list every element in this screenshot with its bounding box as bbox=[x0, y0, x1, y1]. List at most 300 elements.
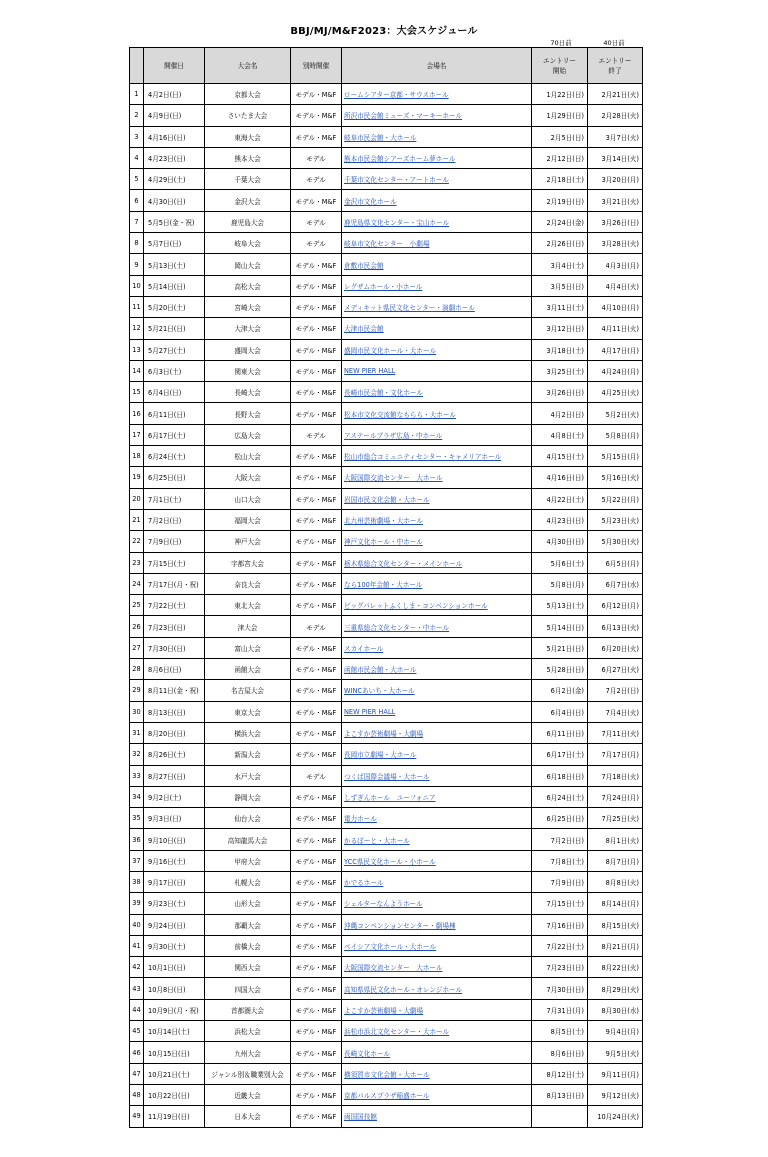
venue-link[interactable]: 松山市総合コミュニティセンター・キャメリアホール bbox=[344, 453, 502, 462]
event-date: 6月17日(土) bbox=[144, 424, 205, 445]
row-number: 12 bbox=[130, 318, 144, 339]
event-categories: モデル・M&F bbox=[291, 360, 342, 381]
event-date: 9月23日(土) bbox=[144, 893, 205, 914]
table-row bbox=[130, 978, 643, 999]
entry-start-date: 4月22日(土) bbox=[532, 488, 588, 509]
table-row bbox=[130, 935, 643, 956]
venue-cell bbox=[342, 552, 532, 573]
venue-link[interactable]: かでるホール bbox=[344, 879, 384, 888]
event-date: 8月11日(金・祝) bbox=[144, 680, 205, 701]
row-number: 34 bbox=[130, 786, 144, 807]
venue-cell bbox=[342, 531, 532, 552]
venue-link[interactable]: 函館市民会館・大ホール bbox=[344, 666, 417, 675]
venue-cell bbox=[342, 1084, 532, 1105]
entry-start-date: 7月15日(土) bbox=[532, 893, 588, 914]
table-row bbox=[130, 999, 643, 1020]
venue-link[interactable]: NEW PIER HALL bbox=[344, 367, 396, 375]
event-name: 長野大会 bbox=[205, 403, 291, 424]
venue-cell bbox=[342, 382, 532, 403]
row-number: 17 bbox=[130, 424, 144, 445]
entry-end-date: 6月13日(火) bbox=[588, 616, 643, 637]
venue-link[interactable]: YCC県民文化ホール・小ホール bbox=[344, 857, 436, 866]
entry-end-date: 3月21日(火) bbox=[588, 190, 643, 211]
table-row bbox=[130, 637, 643, 658]
entry-start-date: 1月22日(日) bbox=[532, 84, 588, 105]
venue-link[interactable]: 高知県県民文化ホール・オレンジホール bbox=[344, 985, 463, 994]
event-categories: モデル・M&F bbox=[291, 488, 342, 509]
event-name: 甲府大会 bbox=[205, 850, 291, 871]
row-number: 6 bbox=[130, 190, 144, 211]
event-categories: モデル・M&F bbox=[291, 190, 342, 211]
venue-link[interactable]: 岐阜市文化センター 小劇場 bbox=[344, 240, 430, 249]
row-number: 30 bbox=[130, 701, 144, 722]
table-row bbox=[130, 829, 643, 850]
entry-end-date: 3月7日(火) bbox=[588, 126, 643, 147]
venue-link[interactable]: 栃木県総合文化センター・メインホール bbox=[344, 559, 463, 568]
venue-cell bbox=[342, 701, 532, 722]
venue-cell bbox=[342, 1042, 532, 1063]
event-date: 6月25日(日) bbox=[144, 467, 205, 488]
event-categories: モデル・M&F bbox=[291, 446, 342, 467]
venue-cell bbox=[342, 424, 532, 445]
entry-start-date: 4月15日(土) bbox=[532, 446, 588, 467]
entry-start-date: 7月31日(月) bbox=[532, 999, 588, 1020]
event-date: 7月17日(月・祝) bbox=[144, 573, 205, 594]
venue-link[interactable]: 大阪国際交流センター 大ホール bbox=[344, 474, 443, 483]
venue-link[interactable]: 盛岡市民文化ホール・大ホール bbox=[344, 346, 437, 355]
event-date: 8月27日(日) bbox=[144, 765, 205, 786]
event-name: 横浜大会 bbox=[205, 722, 291, 743]
venue-cell bbox=[342, 808, 532, 829]
event-date: 4月2日(日) bbox=[144, 84, 205, 105]
event-name: 京都大会 bbox=[205, 84, 291, 105]
entry-end-date: 7月4日(火) bbox=[588, 701, 643, 722]
header-number bbox=[130, 48, 144, 84]
venue-cell bbox=[342, 488, 532, 509]
row-number: 39 bbox=[130, 893, 144, 914]
event-name: 神戸大会 bbox=[205, 531, 291, 552]
entry-end-date: 7月18日(火) bbox=[588, 765, 643, 786]
event-name: 関西大会 bbox=[205, 957, 291, 978]
event-date: 6月4日(日) bbox=[144, 382, 205, 403]
row-number: 4 bbox=[130, 147, 144, 168]
entry-end-date: 8月8日(火) bbox=[588, 871, 643, 892]
event-date: 5月7日(日) bbox=[144, 233, 205, 254]
row-number: 7 bbox=[130, 211, 144, 232]
venue-cell bbox=[342, 659, 532, 680]
venue-cell bbox=[342, 509, 532, 530]
entry-end-date: 8月29日(火) bbox=[588, 978, 643, 999]
event-date: 4月30日(日) bbox=[144, 190, 205, 211]
venue-link[interactable]: ビッグパレットふくしま・コンベンションホール bbox=[344, 602, 488, 611]
entry-start-date: 4月8日(土) bbox=[532, 424, 588, 445]
table-row bbox=[130, 254, 643, 275]
venue-cell bbox=[342, 360, 532, 381]
venue-cell bbox=[342, 722, 532, 743]
event-date: 5月27日(土) bbox=[144, 339, 205, 360]
venue-link[interactable]: レグザムホール・小ホール bbox=[344, 282, 423, 291]
venue-cell bbox=[342, 105, 532, 126]
entry-end-date: 6月7日(水) bbox=[588, 573, 643, 594]
event-categories: モデル・M&F bbox=[291, 744, 342, 765]
venue-link[interactable]: 沖縄コンベンションセンター・劇場棟 bbox=[344, 921, 456, 930]
entry-end-date: 5月22日(月) bbox=[588, 488, 643, 509]
row-number: 27 bbox=[130, 637, 144, 658]
event-date: 7月22日(土) bbox=[144, 595, 205, 616]
event-categories: モデル・M&F bbox=[291, 914, 342, 935]
table-row bbox=[130, 659, 643, 680]
venue-cell bbox=[342, 850, 532, 871]
venue-cell bbox=[342, 914, 532, 935]
venue-link[interactable]: かるぽーと・大ホール bbox=[344, 836, 410, 845]
venue-link[interactable]: 横須賀市文化会館・大ホール bbox=[344, 1070, 430, 1079]
event-categories: モデル・M&F bbox=[291, 382, 342, 403]
entry-start-date: 2月19日(日) bbox=[532, 190, 588, 211]
venue-link[interactable]: よこすか芸術劇場・大劇場 bbox=[344, 1006, 424, 1015]
venue-link[interactable]: 大津市民会館 bbox=[344, 325, 384, 334]
event-name: 函館大会 bbox=[205, 659, 291, 680]
event-name: さいたま大会 bbox=[205, 105, 291, 126]
entry-end-date: 9月12日(火) bbox=[588, 1084, 643, 1105]
venue-link[interactable]: NEW PIER HALL bbox=[344, 707, 396, 716]
entry-start-date: 4月2日(日) bbox=[532, 403, 588, 424]
venue-link[interactable]: 浜松市浜北文化センター・大ホール bbox=[344, 1028, 450, 1037]
entry-end-date: 4月10日(月) bbox=[588, 296, 643, 317]
venue-link[interactable]: WINCあいち・大ホール bbox=[344, 687, 415, 696]
table-row bbox=[130, 403, 643, 424]
row-number: 5 bbox=[130, 169, 144, 190]
entry-start-date: 2月12日(日) bbox=[532, 147, 588, 168]
event-name: 鹿児島大会 bbox=[205, 211, 291, 232]
row-number: 40 bbox=[130, 914, 144, 935]
row-number: 15 bbox=[130, 382, 144, 403]
table-row bbox=[130, 360, 643, 381]
event-name: 日本大会 bbox=[205, 1106, 291, 1127]
entry-end-date: 5月2日(火) bbox=[588, 403, 643, 424]
entry-start-date: 5月28日(日) bbox=[532, 659, 588, 680]
venue-link[interactable]: 京都パルスプラザ稲盛ホール bbox=[344, 1092, 430, 1101]
entry-end-date: 10月24日(火) bbox=[588, 1106, 643, 1127]
table-row bbox=[130, 446, 643, 467]
row-number: 42 bbox=[130, 957, 144, 978]
entry-start-date: 7月2日(日) bbox=[532, 829, 588, 850]
event-categories: モデル・M&F bbox=[291, 552, 342, 573]
table-row bbox=[130, 211, 643, 232]
venue-cell bbox=[342, 403, 532, 424]
row-number: 29 bbox=[130, 680, 144, 701]
venue-link[interactable]: しずぎんホール ユーフォニア bbox=[344, 793, 436, 802]
entry-start-date: 6月18日(日) bbox=[532, 765, 588, 786]
event-categories: モデル・M&F bbox=[291, 254, 342, 275]
entry-start-date: 5月21日(日) bbox=[532, 637, 588, 658]
row-number: 1 bbox=[130, 84, 144, 105]
entry-end-date: 9月11日(月) bbox=[588, 1063, 643, 1084]
entry-end-date: 5月8日(月) bbox=[588, 424, 643, 445]
row-number: 32 bbox=[130, 744, 144, 765]
event-categories: モデル・M&F bbox=[291, 850, 342, 871]
entry-end-date: 8月15日(火) bbox=[588, 914, 643, 935]
venue-link[interactable]: 大阪国際交流センター 大ホール bbox=[344, 964, 443, 973]
table-row bbox=[130, 765, 643, 786]
venue-link[interactable]: 所沢市民会館ミューズ・マーキーホール bbox=[344, 112, 463, 121]
table-row bbox=[130, 808, 643, 829]
entry-end-date: 4月24日(月) bbox=[588, 360, 643, 381]
event-date: 4月9日(日) bbox=[144, 105, 205, 126]
venue-cell bbox=[342, 1106, 532, 1127]
row-number: 8 bbox=[130, 233, 144, 254]
entry-start-date: 5月14日(日) bbox=[532, 616, 588, 637]
event-categories: モデル bbox=[291, 233, 342, 254]
venue-cell bbox=[342, 467, 532, 488]
event-name: 札幌大会 bbox=[205, 871, 291, 892]
venue-link[interactable]: シェルターなんようホール bbox=[344, 900, 423, 909]
schedule-table bbox=[129, 47, 643, 1128]
entry-start-date: 5月13日(土) bbox=[532, 595, 588, 616]
event-date: 10月9日(月・祝) bbox=[144, 999, 205, 1020]
row-number: 31 bbox=[130, 722, 144, 743]
venue-cell bbox=[342, 829, 532, 850]
venue-cell bbox=[342, 616, 532, 637]
row-number: 2 bbox=[130, 105, 144, 126]
table-row bbox=[130, 893, 643, 914]
venue-cell bbox=[342, 211, 532, 232]
event-name: 浜松大会 bbox=[205, 1021, 291, 1042]
entry-end-date: 7月17日(月) bbox=[588, 744, 643, 765]
row-number: 24 bbox=[130, 573, 144, 594]
event-name: 岐阜大会 bbox=[205, 233, 291, 254]
venue-link[interactable]: 三重県総合文化センター・中ホール bbox=[344, 623, 450, 632]
venue-cell bbox=[342, 1021, 532, 1042]
event-name: 東京大会 bbox=[205, 701, 291, 722]
event-date: 7月1日(土) bbox=[144, 488, 205, 509]
row-number: 16 bbox=[130, 403, 144, 424]
entry-start-date: 3月5日(日) bbox=[532, 275, 588, 296]
event-date: 4月29日(土) bbox=[144, 169, 205, 190]
entry-start-date: 7月23日(日) bbox=[532, 957, 588, 978]
row-number: 11 bbox=[130, 296, 144, 317]
event-name: 宮崎大会 bbox=[205, 296, 291, 317]
venue-link[interactable]: 倉敷市民会館 bbox=[344, 261, 384, 270]
venue-link[interactable]: 岩国市民文化会館・大ホール bbox=[344, 495, 430, 504]
entry-start-date: 5月6日(土) bbox=[532, 552, 588, 573]
entry-end-date: 8月1日(火) bbox=[588, 829, 643, 850]
event-date: 10月8日(日) bbox=[144, 978, 205, 999]
venue-link[interactable]: 両国国技館 bbox=[344, 1113, 377, 1122]
entry-end-date: 6月20日(火) bbox=[588, 637, 643, 658]
event-categories: モデル・M&F bbox=[291, 1106, 342, 1127]
event-name: 那覇大会 bbox=[205, 914, 291, 935]
event-name: 首都圏大会 bbox=[205, 999, 291, 1020]
entry-end-date: 8月21日(月) bbox=[588, 935, 643, 956]
venue-link[interactable]: 北九州芸術劇場・大ホール bbox=[344, 517, 423, 526]
event-categories: モデル・M&F bbox=[291, 105, 342, 126]
venue-link[interactable]: 千葉市文化センター・アートホール bbox=[344, 176, 449, 185]
venue-cell bbox=[342, 957, 532, 978]
entry-end-date: 7月11日(火) bbox=[588, 722, 643, 743]
venue-link[interactable]: 長崎市民会館・文化ホール bbox=[344, 389, 423, 398]
entry-end-date: 4月3日(月) bbox=[588, 254, 643, 275]
entry-end-date: 8月7日(月) bbox=[588, 850, 643, 871]
event-date: 10月14日(土) bbox=[144, 1021, 205, 1042]
venue-link[interactable]: よこすか芸術劇場・大劇場 bbox=[344, 730, 424, 739]
entry-end-date: 2月28日(火) bbox=[588, 105, 643, 126]
event-categories: モデル・M&F bbox=[291, 573, 342, 594]
entry-end-date: 2月21日(火) bbox=[588, 84, 643, 105]
venue-link[interactable]: 金沢市文化ホール bbox=[344, 197, 397, 206]
row-number: 47 bbox=[130, 1063, 144, 1084]
entry-end-date: 4月25日(火) bbox=[588, 382, 643, 403]
entry-end-date: 7月2日(日) bbox=[588, 680, 643, 701]
entry-start-date: 4月23日(日) bbox=[532, 509, 588, 530]
row-number: 9 bbox=[130, 254, 144, 275]
event-categories: モデル bbox=[291, 147, 342, 168]
event-date: 7月23日(日) bbox=[144, 616, 205, 637]
entry-end-note: 40日前 bbox=[603, 39, 625, 47]
venue-cell bbox=[342, 978, 532, 999]
event-categories: モデル・M&F bbox=[291, 595, 342, 616]
event-date: 8月6日(日) bbox=[144, 659, 205, 680]
entry-end-date: 5月30日(火) bbox=[588, 531, 643, 552]
venue-link[interactable]: スカイホール bbox=[344, 644, 384, 653]
row-number: 19 bbox=[130, 467, 144, 488]
venue-link[interactable]: つくば国際会議場・大ホール bbox=[344, 772, 430, 781]
venue-link[interactable]: 鹿児島県文化センター・宝山ホール bbox=[344, 218, 450, 227]
row-number: 35 bbox=[130, 808, 144, 829]
table-row bbox=[130, 595, 643, 616]
row-number: 33 bbox=[130, 765, 144, 786]
header-entry-end: エントリー 終了 bbox=[588, 48, 643, 84]
venue-link[interactable]: 長岡市立劇場・大ホール bbox=[344, 751, 417, 760]
event-name: 津大会 bbox=[205, 616, 291, 637]
entry-start-date: 6月17日(土) bbox=[532, 744, 588, 765]
entry-start-date: 2月18日(土) bbox=[532, 169, 588, 190]
entry-start-date: 7月8日(土) bbox=[532, 850, 588, 871]
entry-end-date: 4月17日(月) bbox=[588, 339, 643, 360]
event-name: 松山大会 bbox=[205, 446, 291, 467]
venue-link[interactable]: 岐阜市民会館・大ホール bbox=[344, 133, 417, 142]
event-date: 7月15日(土) bbox=[144, 552, 205, 573]
venue-link[interactable]: 松本市文化交流館なもらら・大ホール bbox=[344, 410, 456, 419]
event-categories: モデル・M&F bbox=[291, 531, 342, 552]
event-date: 5月5日(金・祝) bbox=[144, 211, 205, 232]
header-event: 大会名 bbox=[205, 48, 291, 84]
row-number: 10 bbox=[130, 275, 144, 296]
row-number: 48 bbox=[130, 1084, 144, 1105]
event-name: 東北大会 bbox=[205, 595, 291, 616]
venue-link[interactable]: 熊本市民会館シアーズホーム夢ホール bbox=[344, 155, 456, 164]
entry-start-date: 6月2日(金) bbox=[532, 680, 588, 701]
table-row bbox=[130, 339, 643, 360]
entry-start-date: 2月24日(金) bbox=[532, 211, 588, 232]
event-date: 5月13日(土) bbox=[144, 254, 205, 275]
entry-start-date: 6月4日(日) bbox=[532, 701, 588, 722]
venue-cell bbox=[342, 573, 532, 594]
venue-link[interactable]: アステールプラザ広島・中ホール bbox=[344, 431, 443, 440]
event-categories: モデル・M&F bbox=[291, 659, 342, 680]
event-name: ジャンル別＆職業別大会 bbox=[205, 1063, 291, 1084]
row-number: 46 bbox=[130, 1042, 144, 1063]
venue-link[interactable]: なら100年会館・大ホール bbox=[344, 580, 423, 589]
event-name: 仙台大会 bbox=[205, 808, 291, 829]
entry-start-date: 3月11日(土) bbox=[532, 296, 588, 317]
event-date: 10月21日(土) bbox=[144, 1063, 205, 1084]
row-number: 25 bbox=[130, 595, 144, 616]
event-categories: モデル・M&F bbox=[291, 339, 342, 360]
event-categories: モデル・M&F bbox=[291, 126, 342, 147]
venue-link[interactable]: ベイシア文化ホール・大ホール bbox=[344, 943, 437, 952]
event-name: 広島大会 bbox=[205, 424, 291, 445]
entry-end-date: 3月14日(火) bbox=[588, 147, 643, 168]
table-row bbox=[130, 488, 643, 509]
row-number: 14 bbox=[130, 360, 144, 381]
event-categories: モデル・M&F bbox=[291, 1063, 342, 1084]
entry-start-date: 7月30日(日) bbox=[532, 978, 588, 999]
table-row bbox=[130, 722, 643, 743]
entry-start-date: 2月26日(日) bbox=[532, 233, 588, 254]
venue-cell bbox=[342, 765, 532, 786]
venue-cell bbox=[342, 935, 532, 956]
entry-start-date: 3月12日(日) bbox=[532, 318, 588, 339]
event-name: 山口大会 bbox=[205, 488, 291, 509]
event-name: 奈良大会 bbox=[205, 573, 291, 594]
event-name: 新潟大会 bbox=[205, 744, 291, 765]
venue-link[interactable]: 長崎文化ホール bbox=[344, 1049, 391, 1058]
event-date: 9月10日(日) bbox=[144, 829, 205, 850]
venue-cell bbox=[342, 275, 532, 296]
table-row bbox=[130, 1084, 643, 1105]
event-date: 8月20日(日) bbox=[144, 722, 205, 743]
table-row bbox=[130, 552, 643, 573]
entry-end-date: 6月12日(月) bbox=[588, 595, 643, 616]
entry-end-date: 6月27日(火) bbox=[588, 659, 643, 680]
event-date: 9月16日(土) bbox=[144, 850, 205, 871]
table-row bbox=[130, 786, 643, 807]
entry-start-date: 6月25日(日) bbox=[532, 808, 588, 829]
event-categories: モデル・M&F bbox=[291, 722, 342, 743]
event-categories: モデル・M&F bbox=[291, 1021, 342, 1042]
event-name: 福岡大会 bbox=[205, 509, 291, 530]
entry-end-date: 7月25日(火) bbox=[588, 808, 643, 829]
page-title: BBJ/MJ/M&F2023：大会スケジュール bbox=[290, 26, 478, 37]
table-row bbox=[130, 616, 643, 637]
venue-cell bbox=[342, 595, 532, 616]
table-row bbox=[130, 296, 643, 317]
venue-cell bbox=[342, 637, 532, 658]
venue-cell bbox=[342, 893, 532, 914]
event-categories: モデル・M&F bbox=[291, 935, 342, 956]
venue-link[interactable]: 神戸文化ホール・中ホール bbox=[344, 538, 423, 547]
event-categories: モデル・M&F bbox=[291, 701, 342, 722]
table-row bbox=[130, 318, 643, 339]
event-categories: モデル bbox=[291, 424, 342, 445]
venue-cell bbox=[342, 871, 532, 892]
event-categories: モデル・M&F bbox=[291, 829, 342, 850]
schedule-body bbox=[130, 84, 643, 1128]
event-date: 6月24日(土) bbox=[144, 446, 205, 467]
venue-link[interactable]: メディキット県民文化センター・演劇ホール bbox=[344, 304, 475, 313]
header-date: 開催日 bbox=[144, 48, 205, 84]
event-name: 金沢大会 bbox=[205, 190, 291, 211]
row-number: 41 bbox=[130, 935, 144, 956]
entry-start-note: 70日前 bbox=[550, 39, 572, 47]
venue-cell bbox=[342, 296, 532, 317]
venue-link[interactable]: ロームシアター京都・サウスホール bbox=[344, 91, 449, 100]
entry-end-date: 7月24日(月) bbox=[588, 786, 643, 807]
row-number: 13 bbox=[130, 339, 144, 360]
event-categories: モデル bbox=[291, 211, 342, 232]
event-name: 長崎大会 bbox=[205, 382, 291, 403]
venue-link[interactable]: 電力ホール bbox=[344, 815, 377, 824]
